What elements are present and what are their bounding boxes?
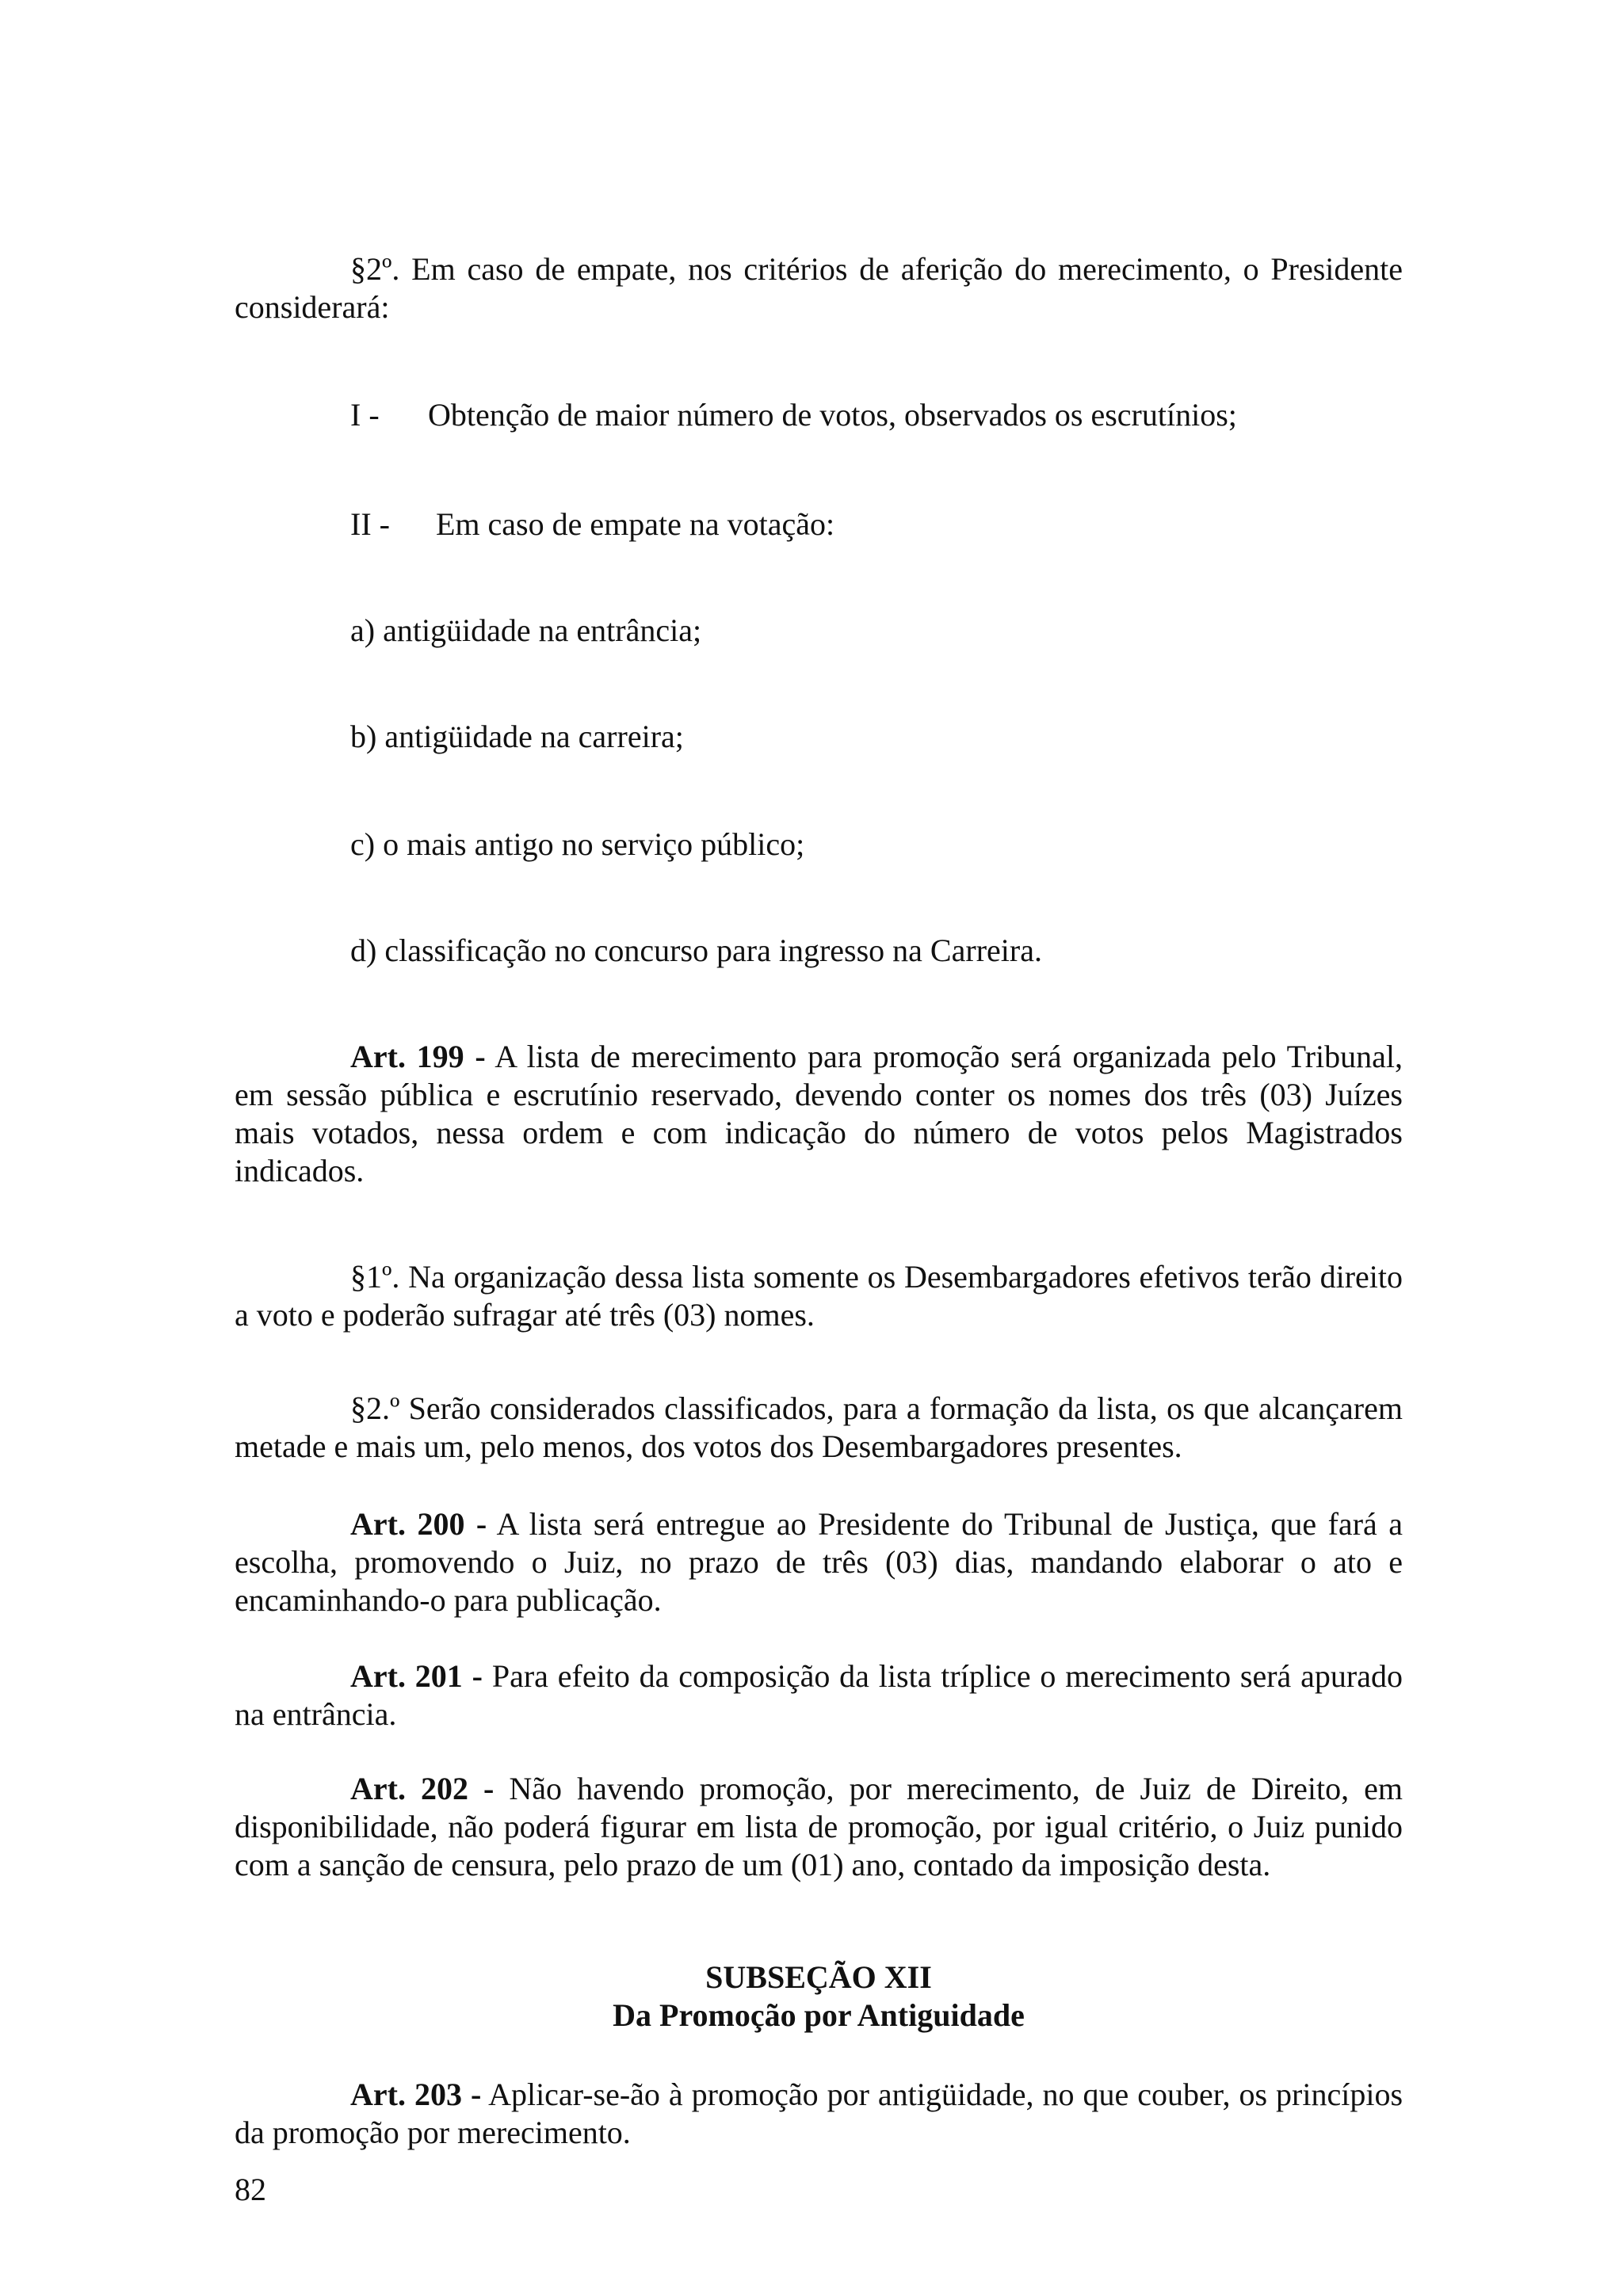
item-c: c) o mais antigo no serviço público;	[350, 826, 805, 862]
page-number: 82	[235, 2172, 266, 2207]
article-199-text: A lista de merecimento para promoção será organizada pelo Tribunal, em sessão pública e escrutínio reservado, devendo conter os nomes dos três (03) Juízes mais votados, nessa ordem e com indicação do número de votos pelos Magistrados indicados.	[235, 1039, 1403, 1188]
subsection-subtitle: Da Promoção por Antiguidade	[613, 1997, 1025, 2033]
item-a: a) antigüidade na entrância;	[350, 612, 702, 648]
article-200-label: Art. 200 -	[350, 1506, 487, 1542]
article-203-text: Aplicar-se-ão à promoção por antigüidade, no que couber, os princípios da promoção por merecimento.	[235, 2077, 1403, 2150]
item-i-number: I -	[350, 397, 380, 433]
article-201	[235, 1657, 1403, 1733]
article-202-label: Art. 202 -	[350, 1771, 495, 1806]
article-201-label: Art. 201 -	[350, 1658, 483, 1694]
article-199-paragraph-2	[235, 1390, 1403, 1466]
article-199-paragraph-1	[235, 1258, 1403, 1334]
tiebreak-intro-text: §2º. Em caso de empate, nos critérios de aferição do merecimento, o Presidente considerará:	[235, 251, 1403, 325]
article-200-text: A lista será entregue ao Presidente do Tribunal de Justiça, que fará a escolha, promovendo o Juiz, no prazo de três (03) dias, mandando elaborar o ato e encaminhando-o para publicação.	[235, 1506, 1403, 1618]
paragraph-tiebreak-intro	[235, 250, 1403, 326]
subsection-title: SUBSEÇÃO XII	[705, 1959, 932, 1995]
article-199-paragraph-1-text: §1º. Na organização dessa lista somente os Desembargadores efetivos terão direito a voto e poderão sufragar até três (03) nomes.	[235, 1259, 1403, 1333]
item-ii	[350, 505, 834, 543]
item-i	[350, 396, 1237, 434]
item-ii-number: II -	[350, 506, 390, 542]
article-202	[235, 1770, 1403, 1884]
article-203-label: Art. 203 -	[350, 2077, 482, 2112]
article-203	[235, 2076, 1403, 2152]
article-202-text: Não havendo promoção, por merecimento, de Juiz de Direito, em disponibilidade, não poderá figurar em lista de promoção, por igual critério, o Juiz punido com a sanção de censura, pelo prazo de um (01) ano, contado da imposição desta.	[235, 1771, 1403, 1882]
item-d: d) classificação no concurso para ingresso na Carreira.	[350, 933, 1042, 968]
item-ii-text: Em caso de empate na votação:	[436, 506, 835, 542]
article-201-text: Para efeito da composição da lista tríplice o merecimento será apurado na entrância.	[235, 1658, 1403, 1732]
article-199-label: Art. 199 -	[350, 1039, 486, 1074]
item-b: b) antigüidade na carreira;	[350, 719, 684, 754]
article-199	[235, 1038, 1403, 1190]
article-199-paragraph-2-text: §2.º Serão considerados classificados, para a formação da lista, os que alcançarem metade e mais um, pelo menos, dos votos dos Desembargadores presentes.	[235, 1390, 1403, 1464]
item-i-text: Obtenção de maior número de votos, observados os escrutínios;	[428, 397, 1237, 433]
article-200	[235, 1505, 1403, 1619]
